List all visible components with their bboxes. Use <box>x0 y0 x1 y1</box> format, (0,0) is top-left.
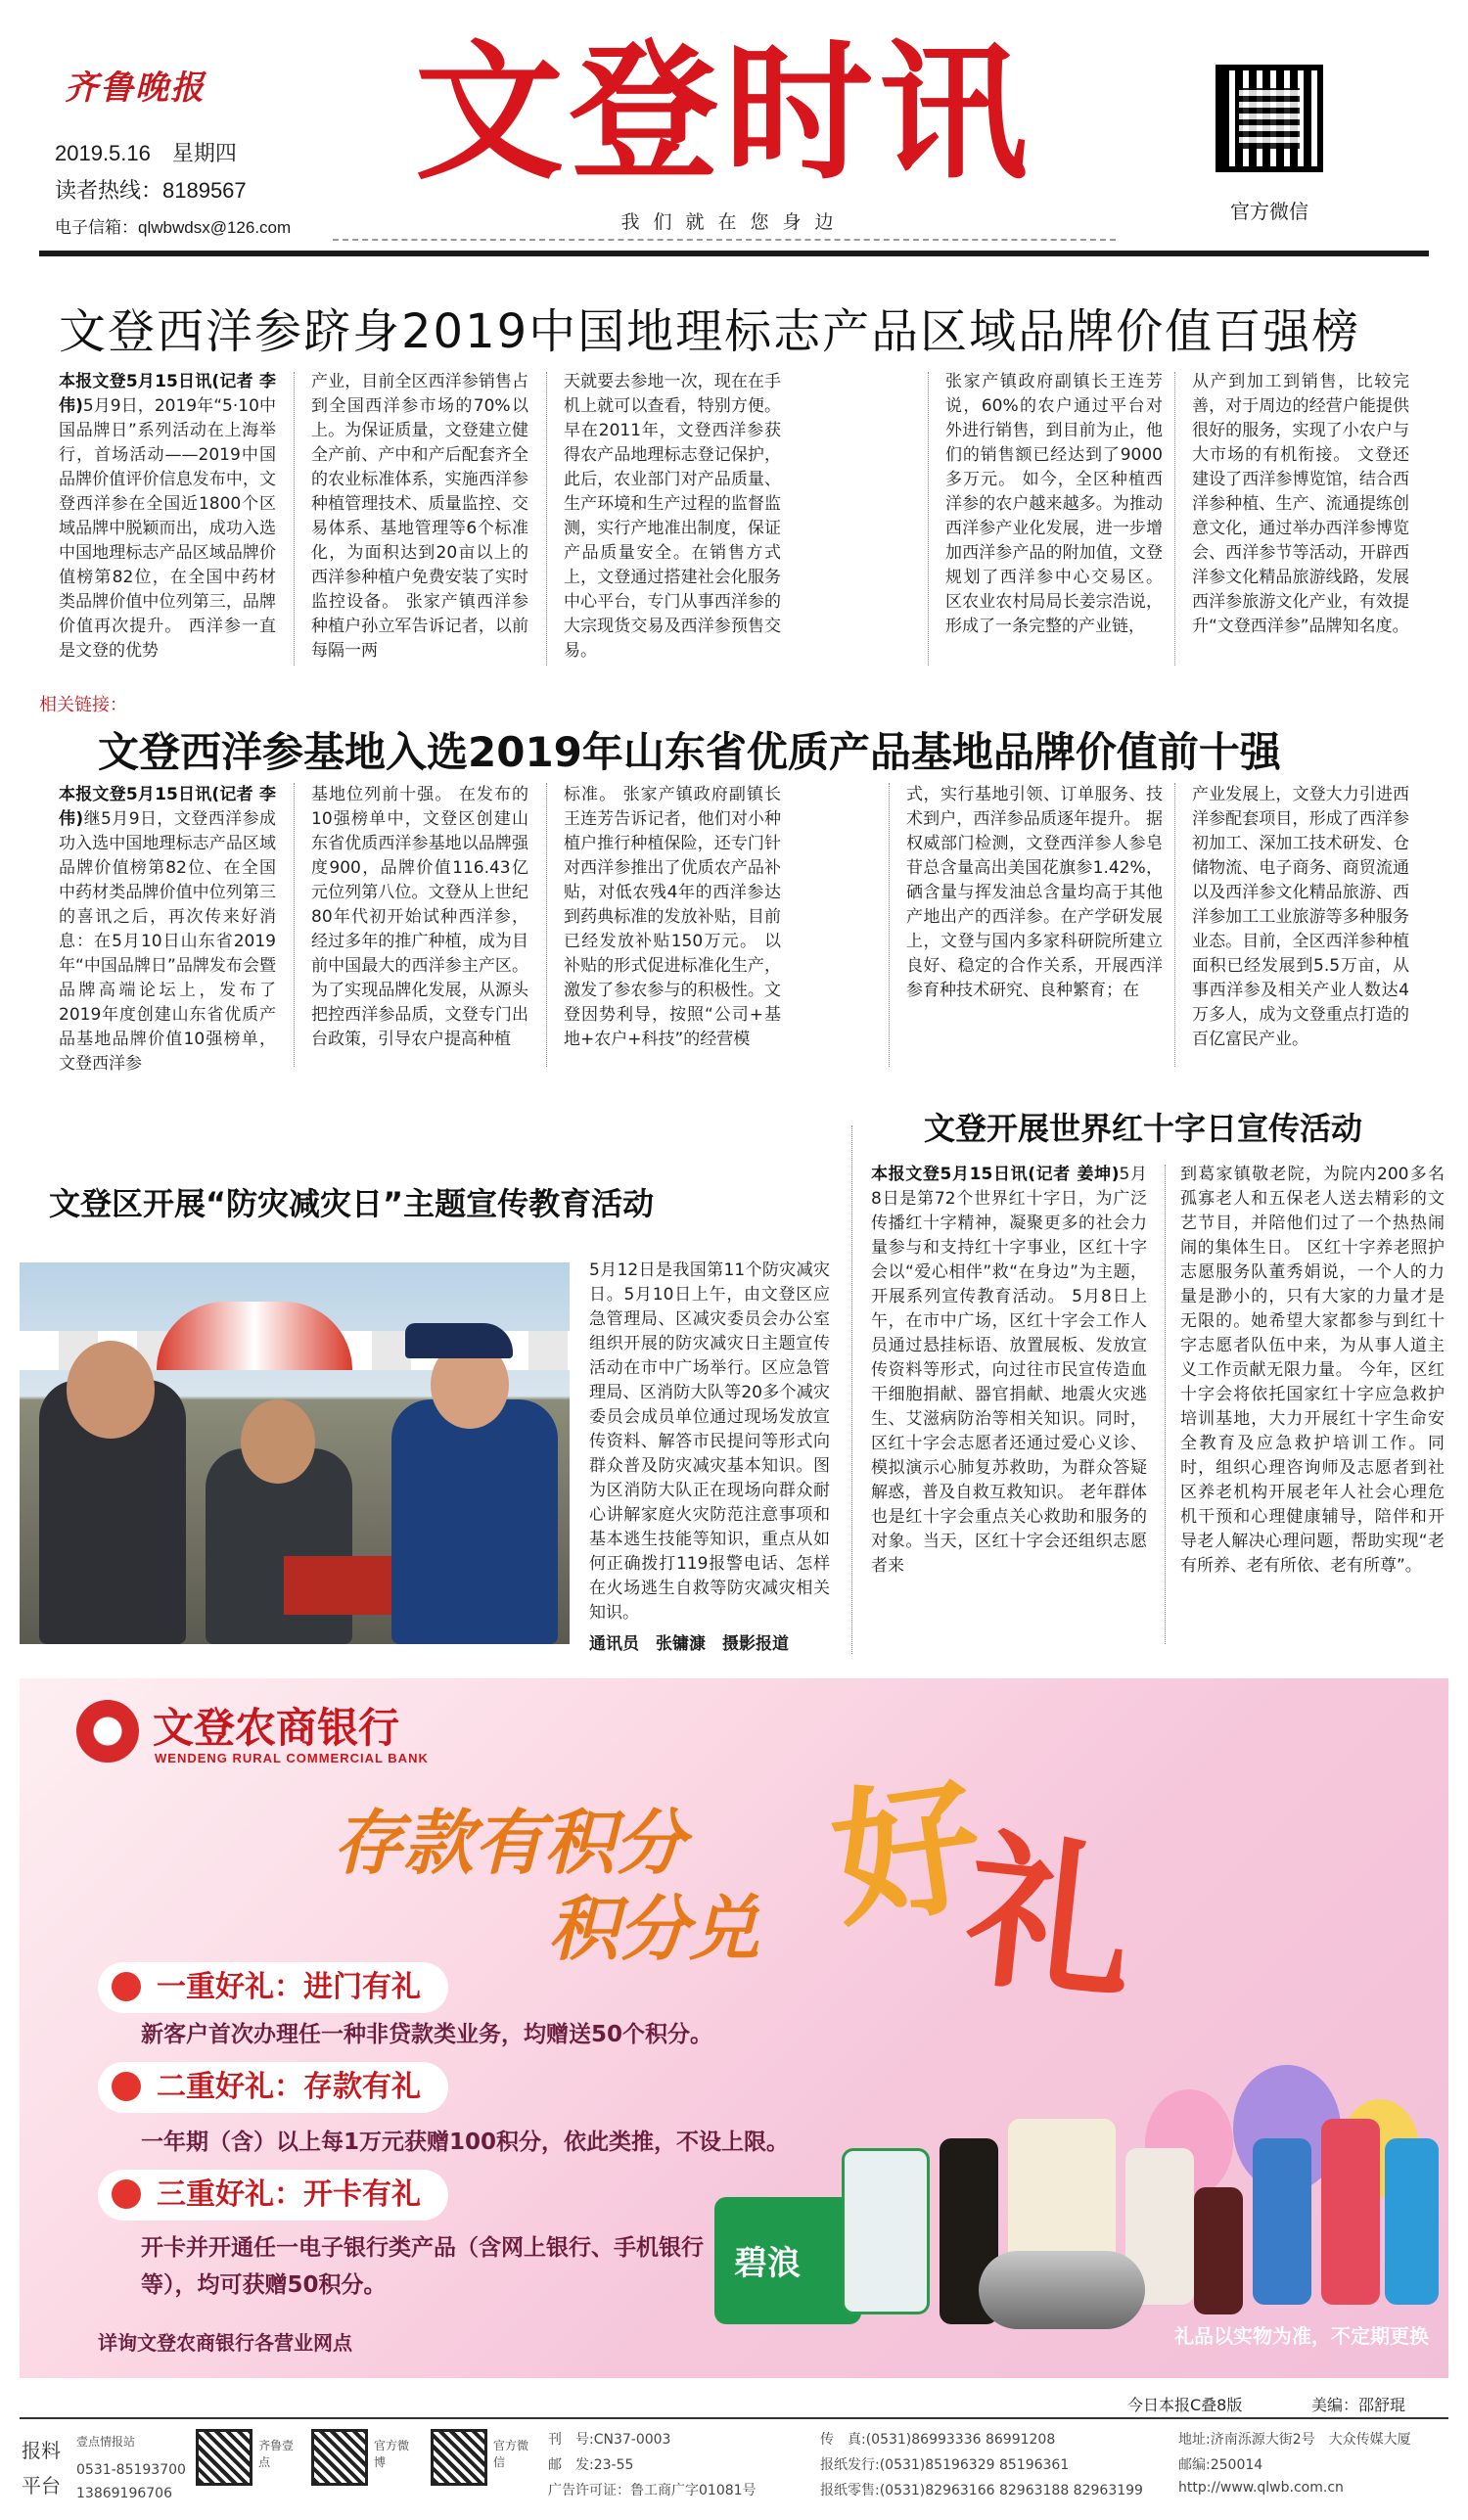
column-divider <box>1174 372 1175 665</box>
wine-bottle-icon <box>1194 2187 1243 2314</box>
footer-info: 广告许可证：鲁工商广字01081号 <box>548 2483 757 2498</box>
issue-date <box>55 137 237 167</box>
qr-code-icon <box>431 2429 487 2486</box>
ad-headline-line1: 存款有积分 <box>333 1802 686 1884</box>
footer-label: 平台 <box>22 2474 61 2497</box>
article1-column <box>59 370 276 673</box>
ad-footer-note: 详询文登农商银行各营业网点 <box>98 2331 352 2355</box>
reader-hotline: 读者热线：8189567 <box>55 178 247 203</box>
event-photo <box>20 1262 570 1644</box>
qr-label: 官方微信 <box>1230 202 1308 223</box>
wechat-qr-code <box>1216 65 1323 172</box>
ad-tier-text: 一年期（含）以上每1万元获赠100积分，依此类推，不设上限。 <box>141 2130 790 2155</box>
footer-rule <box>20 2417 1448 2419</box>
masthead-slogan: 我们就在您身边 <box>509 207 959 234</box>
article1-byline: 本报文登5月15日讯(记者 李伟) <box>59 372 276 416</box>
article2-headline: 文登西洋参基地入选2019年山东省优质产品基地品牌价值前十强 <box>98 728 1281 776</box>
article3-column <box>871 1163 1147 1652</box>
editor-credit: 美编：邵舒琨 <box>1311 2396 1406 2414</box>
column-divider <box>294 783 295 1067</box>
footer-qr-label: 齐鲁壹点 <box>258 2439 295 2469</box>
shampoo-bottle-icon <box>1253 2138 1311 2305</box>
product-label: 碧浪 <box>734 2244 801 2283</box>
detergent-bag-icon <box>714 2197 861 2324</box>
article2-column: 标准。 张家产镇政府副镇长王连芳告诉记者，他们对小种植户推行种植保险，还专门针对西洋参推出了优质农产品补贴，对低农残4年的西洋参达到药典标准的发放补贴，目前已经发放补贴150万元。 以补贴的形式促进标准化生产，激发了参农参与的积极性。文登因势利导，按照“公司+基地+农户+科技”的经营模 <box>564 785 781 1049</box>
footer-info: 邮编:250014 <box>1178 2457 1263 2473</box>
newspaper-brand-logo: 齐鲁晚报 <box>65 70 206 107</box>
article3-text: 5月8日是第72个世界红十字日，为广泛传播红十字精神，凝聚更多的社会力量参与和支持红十字事业，区红十字会以“爱心相伴”救“在身边”为主题，开展系列宣传教育活动。 5月8日上午，在市中广场，区红十字会工作人员通过悬挂标语、放置展板、发放宣传资料等形式，向过往市民宣传造血干细胞捐献、器官捐献、地震火灾逃生、艾滋病防治等相关知识。同时，区红十字会志愿者还通过爱心义诊、模拟演示心肺复苏救助，为群众答疑解惑，普及自救互救知识。 老年群体也是红十字会重点关心救助和服务的对象。当天，区红十字会还组织志愿者来 <box>871 1165 1147 1576</box>
article2-text: 继5月9日，文登西洋参成功入选中国地理标志产品区域品牌价值榜第82位、在全国中药材类品牌价值中位列第三的喜讯之后，再次传来好消息：在5月10日山东省2019年“中国品牌日”品牌发布会暨品牌高端论坛上，发布了2019年度创建山东省优质产品基地品牌价值10强榜单，文登西洋参 <box>59 809 276 1074</box>
footer-phone: 13869196706 <box>76 2486 172 2501</box>
reader-email: 电子信箱：qlwbwdsx@126.com <box>55 218 292 237</box>
footer-info: 邮 发:23-55 <box>548 2457 634 2473</box>
footer-qr-label: 官方微博 <box>374 2439 410 2469</box>
article2-column <box>59 783 276 1077</box>
gift-note: 礼品以实物为准，不定期更换 <box>1174 2324 1429 2348</box>
column-divider <box>546 783 547 1067</box>
article1-column: 产业，目前全区西洋参销售占到全国西洋参市场的70%以上。为保证质量，文登建立健全产前、产中和产后配套齐全的农业标准体系，实施西洋参种植管理技术、质量监控、交易体系、基地管理等6个标准化，为面积达到20亩以上的西洋参种植户免费安装了实时监控设备。 张家产镇西洋参种植户孙立军告诉记者，以前每隔一两 <box>311 372 528 661</box>
ad-tier-text: 新客户首次办理任一种非贷款类业务，均赠送50个积分。 <box>141 2022 713 2047</box>
weekday-text: 星期四 <box>171 141 237 165</box>
ad-big-char-hao: 好 <box>822 1758 992 1949</box>
column-divider <box>889 783 890 1067</box>
ad-tier-text: 开卡并开通任一电子银行类产品（含网上银行、手机银行等），均可获赠50积分。 <box>141 2235 704 2298</box>
article1-text: 5月9日，2019年“5·10中国品牌日”系列活动在上海举行，首场活动——2019中国品牌价值评价信息发布中，文登西洋参在全国近1800个区域品牌中脱颖而出，成功入选中国地理标志产品区域品牌价值榜第82位，在全国中药材类品牌价值中位列第三，品牌价值再次提升。 西洋参一直是文登的优势 <box>59 396 276 661</box>
article2-column: 产业发展上，文登大力引进西洋参配套项目，形成了西洋参初加工、深加工技术研发、仓储物流、电子商务、商贸流通以及西洋参文化精品旅游、西洋参加工工业旅游等多种服务业态。目前，全区西洋参种植面积已经发展到5.5万亩，从事西洋参及相关产业人数达4万多人，成为文登重点打造的百亿富民产业。 <box>1192 785 1409 1049</box>
column-divider <box>294 372 295 665</box>
column-divider <box>928 372 929 665</box>
column-divider <box>1165 1165 1166 1644</box>
column-divider <box>1174 783 1175 1067</box>
masthead-title: 文登时讯 <box>415 26 1033 200</box>
qr-code-icon <box>196 2429 252 2486</box>
footer-info: 地址:济南泺源大街2号 大众传媒大厦 <box>1178 2432 1411 2448</box>
article3-headline: 文登开展世界红十字日宣传活动 <box>924 1110 1363 1147</box>
article2-byline: 本报文登5月15日讯(记者 李伟) <box>59 785 276 829</box>
shampoo-bottle-icon <box>1385 2138 1439 2305</box>
column-divider <box>546 372 547 665</box>
article1-column: 张家产镇政府副镇长王连芳说，60%的农户通过平台对外进行销售，到目前为止，他们的销售额已经达到了9000多万元。 如今，全区种植西洋参的农户越来越多。为推动西洋参产业化发展，进一步增加西洋参产品的附加值，文登规划了西洋参中心交易区。 区农业农村局局长姜宗浩说，形成了一条完整的产业链， <box>945 372 1163 636</box>
article1-column: 从产到加工到销售，比较完善，对于周边的经营户能提供很好的服务，实现了小农户与大市场的有机衔接。 文登还建设了西洋参博览馆，结合西洋参种植、生产、流通提练创意文化，通过举办西洋参博览会、西洋参节等活动，开辟西洋参文化精品旅游线路，发展西洋参旅游文化产业，有效提升“文登西洋参”品牌知名度。 <box>1192 372 1409 636</box>
shampoo-bottle-icon <box>1321 2119 1380 2305</box>
related-link-tag: 相关链接： <box>39 695 127 714</box>
footer-info: 刊 号:CN37-0003 <box>548 2432 671 2448</box>
ad-tier-title: 二重好礼：存款有礼 <box>98 2062 448 2113</box>
masthead-rule <box>39 251 1429 256</box>
bank-advertisement[interactable] <box>20 1678 1448 2378</box>
article3-byline: 本报文登5月15日讯(记者 姜坤) <box>871 1165 1120 1184</box>
bank-name: 文登农商银行 <box>153 1704 400 1752</box>
article1-headline: 文登西洋参跻身2019中国地理标志产品区域品牌价值百强榜 <box>59 304 1361 359</box>
photo-credit: 通讯员 张镛漮 摄影报道 <box>589 1634 789 1654</box>
article3-column: 到葛家镇敬老院，为院内200多名孤寡老人和五保老人送去精彩的文艺节目，并陪他们过了一个热热闹闹的集体生日。 区红十字养老照护志愿服务队董秀娟说，一个人的力量是渺小的，只有大家的力量才是无限的。她希望大家都参与到红十字志愿者队伍中来，为从事人道主义工作贡献无限力量。 今年，区红十字会将依托国家红十字应急救护培训基地，大力开展红十字生命安全教育及应急救护培训工作。同时，组织心理咨询师及志愿者到社区养老机构开展老年人社会心理危机干预和心理健康辅导，陪伴和开导老人解决心理问题，帮助实现“老有所养、老有所依、老有所尊”。 <box>1180 1165 1445 1576</box>
date-text: 2019.5.16 <box>55 141 151 165</box>
footer-info: 报纸发行:(0531)85196329 85196361 <box>820 2457 1070 2473</box>
ad-headline-line2: 积分兑 <box>548 1888 760 1970</box>
ad-tier-title: 三重好礼：开卡有礼 <box>98 2170 448 2221</box>
footer-qr-label: 壹点情报站 <box>76 2435 136 2449</box>
detergent-bottle-icon <box>842 2148 930 2314</box>
article4-headline: 文登区开展“防灾减灾日”主题宣传教育活动 <box>49 1185 655 1222</box>
bank-name-en: WENDENG RURAL COMMERCIAL BANK <box>155 1751 429 1765</box>
article2-column: 式，实行基地引领、订单服务、技术到户，西洋参品质逐年提升。 据权威部门检测，文登西洋参人参皂苷总含量高出美国花旗参1.42%，硒含量与挥发油总含量均高于其他产地出产的西洋参。在产学研发展上，文登与国内多家科研院所建立良好、稳定的合作关系，开展西洋参育种技术研究、良种繁育；在 <box>906 785 1163 1000</box>
ad-tier-title: 一重好礼：进门有礼 <box>98 1962 448 2013</box>
footer-label: 报料 <box>22 2439 61 2462</box>
footer-info: 传 真:(0531)86993336 86991208 <box>820 2432 1056 2448</box>
qr-code-icon <box>311 2429 368 2486</box>
bank-logo-icon <box>76 1700 139 1763</box>
footer-phone: 0531-85193700 <box>76 2462 186 2478</box>
article4-text: 5月12日是我国第11个防灾减灾日。5月10日上午，由文登区应急管理局、区减灾委员会办公室组织开展的防灾减灾日主题宣传活动在市中广场举行。区应急管理局、区消防大队等20多个减灾委员会成员单位通过现场发放宣传资料、解答市民提问等形式向群众普及防灾减灾基本知识。图为区消防大队正在现场向群众耐心讲解家庭火灾防范注意事项和基本逃生技能等知识，重点从如何正确拨打119报警电话、怎样在火场逃生自救等防灾减灾相关知识。 <box>589 1260 830 1621</box>
website-link[interactable]: http://www.qlwb.com.cn <box>1178 2480 1344 2496</box>
section-divider <box>851 1125 852 1654</box>
slogan-divider <box>333 239 1116 241</box>
footer-info: 报纸零售:(0531)82963166 82963188 82963199 <box>820 2483 1143 2498</box>
issue-note: 今日本报C叠8版 <box>1127 2396 1243 2414</box>
footer-qr-label: 官方微信 <box>493 2439 529 2469</box>
rice-cooker-icon <box>979 2251 1145 2329</box>
article2-column: 基地位列前十强。 在发布的10强榜单中，文登区创建山东省优质西洋参基地以品牌强度900，品牌价值116.43亿元位列第八位。文登从上世纪80年代初开始试种西洋参，经过多年的推广种植，成为目前中国最大的西洋参主产区。为了实现品牌化发展，从源头把控西洋参品质，文登专门出台政策，引导农户提高种植 <box>311 785 528 1049</box>
article1-column: 天就要去参地一次，现在在手机上就可以查看，特别方便。 早在2011年，文登西洋参获得农产品地理标志登记保护，此后，农业部门对产品质量、生产环境和生产过程的监督监测，实行产地准出制度，保证产品质量安全。在销售方式上，文登通过搭建社会化服务中心平台，专门从事西洋参的大宗现货交易及西洋参预售交易。 <box>564 372 781 661</box>
ad-big-char-li: 礼 <box>957 1811 1144 2025</box>
